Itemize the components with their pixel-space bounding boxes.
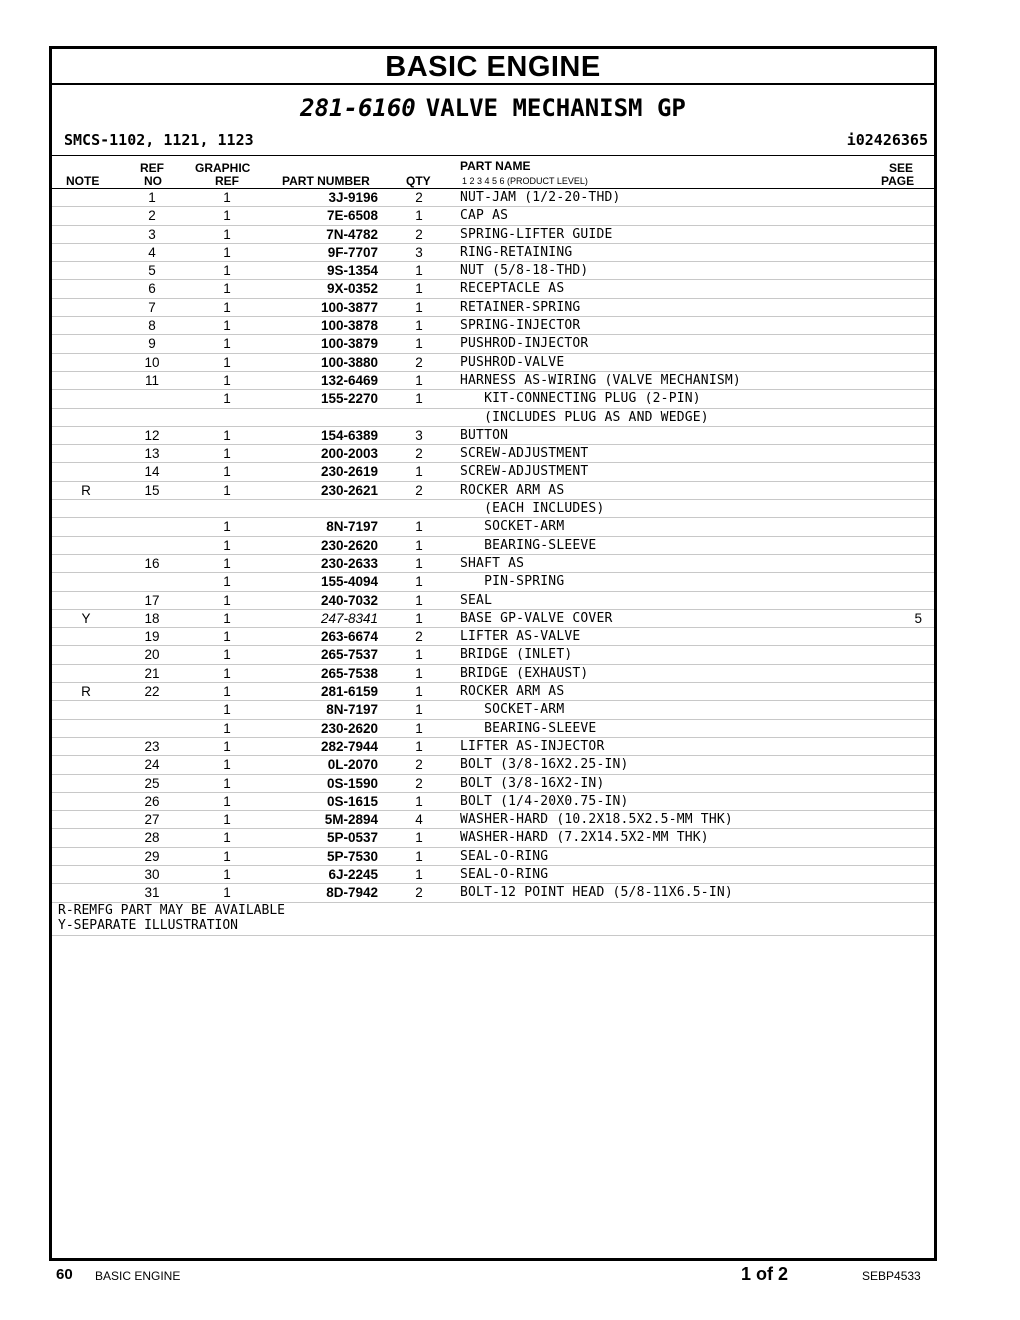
graphic-ref-cell: 1 bbox=[223, 812, 231, 828]
ref-no-cell: 16 bbox=[144, 555, 160, 571]
part-name-cell: BOLT (1/4-20X0.75-IN) bbox=[460, 793, 629, 809]
table-row bbox=[52, 683, 934, 701]
ref-no-cell: 8 bbox=[148, 318, 156, 334]
qty-cell: 1 bbox=[415, 519, 423, 535]
header-note: NOTE bbox=[66, 174, 100, 188]
part-number-cell: 5P-0537 bbox=[326, 830, 378, 846]
ref-no-cell: 14 bbox=[144, 464, 160, 480]
ref-no-cell: 27 bbox=[144, 812, 160, 828]
group-number: 281-6160 bbox=[300, 94, 416, 122]
part-number-cell: 100-3879 bbox=[320, 336, 378, 352]
qty-cell: 1 bbox=[415, 592, 423, 608]
header-product-levels: 1 2 3 4 5 6 (PRODUCT LEVEL) bbox=[462, 176, 588, 186]
part-name-cell: NUT (5/8-18-THD) bbox=[460, 263, 589, 279]
table-row bbox=[52, 299, 934, 317]
graphic-ref-cell: 1 bbox=[223, 391, 231, 407]
table-row bbox=[52, 592, 934, 610]
part-name-cell: BOLT-12 POINT HEAD (5/8-11X6.5-IN) bbox=[460, 885, 733, 901]
table-row bbox=[52, 354, 934, 372]
qty-cell: 1 bbox=[415, 537, 423, 553]
ref-no-cell: 26 bbox=[144, 793, 160, 809]
table-row bbox=[52, 701, 934, 719]
ref-no-cell: 25 bbox=[144, 775, 160, 791]
qty-cell: 2 bbox=[415, 885, 423, 901]
ref-no-cell: 19 bbox=[144, 629, 160, 645]
footer-section: BASIC ENGINE bbox=[95, 1269, 181, 1283]
table-row bbox=[52, 317, 934, 335]
part-name-cell: BOLT (3/8-16X2.25-IN) bbox=[460, 757, 629, 773]
part-number-cell: 7N-4782 bbox=[326, 226, 378, 242]
graphic-ref-cell: 1 bbox=[223, 757, 231, 773]
part-number-cell: 154-6389 bbox=[320, 427, 378, 443]
qty-cell: 1 bbox=[415, 336, 423, 352]
ref-no-cell: 6 bbox=[148, 281, 156, 297]
ref-no-cell: 2 bbox=[148, 208, 156, 224]
part-number-cell: 230-2620 bbox=[320, 537, 378, 553]
part-number-cell: 8N-7197 bbox=[326, 519, 378, 535]
table-row bbox=[52, 409, 934, 427]
part-name-cell: SOCKET-ARM bbox=[460, 702, 565, 718]
part-number-cell: 7E-6508 bbox=[326, 208, 378, 224]
ref-no-cell: 20 bbox=[144, 647, 160, 663]
part-name-cell: BRIDGE (EXHAUST) bbox=[460, 665, 589, 681]
table-row bbox=[52, 427, 934, 445]
qty-cell: 1 bbox=[415, 610, 423, 626]
ref-no-cell: 11 bbox=[144, 372, 159, 388]
graphic-ref-cell: 1 bbox=[223, 281, 231, 297]
graphic-ref-cell: 1 bbox=[223, 354, 231, 370]
graphic-ref-cell: 1 bbox=[223, 793, 231, 809]
table-row bbox=[52, 848, 934, 866]
footer-page-number: 60 bbox=[56, 1266, 73, 1283]
part-number-cell: 5M-2894 bbox=[324, 812, 378, 828]
part-name-cell: ROCKER ARM AS bbox=[460, 684, 565, 700]
graphic-ref-cell: 1 bbox=[223, 592, 231, 608]
table-row bbox=[52, 628, 934, 646]
part-number-cell: 281-6159 bbox=[320, 684, 378, 700]
table-row bbox=[52, 646, 934, 664]
part-name-cell: SOCKET-ARM bbox=[460, 519, 565, 535]
table-row bbox=[52, 207, 934, 225]
ref-no-cell: 18 bbox=[144, 610, 160, 626]
part-number-cell: 100-3877 bbox=[320, 299, 378, 315]
table-row bbox=[52, 226, 934, 244]
graphic-ref-cell: 1 bbox=[223, 830, 231, 846]
graphic-ref-cell: 1 bbox=[223, 427, 231, 443]
parts-page-frame bbox=[49, 46, 937, 1261]
qty-cell: 2 bbox=[415, 775, 423, 791]
table-row bbox=[52, 884, 934, 902]
part-name-cell: SEAL-O-RING bbox=[460, 866, 549, 882]
footer-page-of: 1 of 2 bbox=[741, 1264, 789, 1284]
qty-cell: 1 bbox=[415, 665, 423, 681]
qty-cell: 1 bbox=[415, 391, 423, 407]
part-name-cell: BEARING-SLEEVE bbox=[460, 720, 597, 736]
qty-cell: 1 bbox=[415, 720, 423, 736]
part-number-cell: 8D-7942 bbox=[326, 885, 378, 901]
part-number-cell: 5P-7530 bbox=[326, 848, 378, 864]
part-number-cell: 230-2633 bbox=[320, 555, 378, 571]
ref-no-cell: 22 bbox=[144, 684, 160, 700]
graphic-ref-cell: 1 bbox=[223, 555, 231, 571]
footer-publication: SEBP4533 bbox=[862, 1269, 921, 1283]
part-name-cell: SEAL-O-RING bbox=[460, 848, 549, 864]
graphic-ref-cell: 1 bbox=[223, 244, 231, 260]
part-name-cell: LIFTER AS-INJECTOR bbox=[460, 738, 605, 754]
table-row bbox=[52, 537, 934, 555]
graphic-ref-cell: 1 bbox=[223, 665, 231, 681]
table-row bbox=[52, 189, 934, 207]
ref-no-cell: 23 bbox=[144, 738, 160, 754]
qty-cell: 2 bbox=[415, 190, 423, 205]
ref-no-cell: 5 bbox=[148, 263, 156, 279]
table-row bbox=[52, 610, 934, 628]
part-number-cell: 265-7538 bbox=[320, 665, 378, 681]
part-number-cell: 3J-9196 bbox=[328, 190, 378, 205]
note-cell: R bbox=[81, 684, 91, 700]
see-page-cell: 5 bbox=[914, 610, 922, 626]
part-name-cell: RECEPTACLE AS bbox=[460, 281, 565, 297]
qty-cell: 1 bbox=[415, 299, 423, 315]
table-row bbox=[52, 244, 934, 262]
graphic-ref-cell: 1 bbox=[223, 226, 231, 242]
table-row bbox=[52, 280, 934, 298]
qty-cell: 1 bbox=[415, 208, 423, 224]
graphic-ref-cell: 1 bbox=[223, 446, 231, 462]
graphic-ref-cell: 1 bbox=[223, 519, 231, 535]
graphic-ref-cell: 1 bbox=[223, 464, 231, 480]
qty-cell: 2 bbox=[415, 446, 423, 462]
part-number-cell: 9X-0352 bbox=[326, 281, 378, 297]
part-number-cell: 230-2621 bbox=[320, 482, 378, 498]
qty-cell: 1 bbox=[415, 318, 423, 334]
header-ref-bottom: NO bbox=[144, 174, 162, 188]
qty-cell: 2 bbox=[415, 354, 423, 370]
part-name-cell: BASE GP-VALVE COVER bbox=[460, 610, 613, 626]
part-name-cell: NUT-JAM (1/2-20-THD) bbox=[460, 190, 621, 205]
qty-cell: 1 bbox=[415, 702, 423, 718]
graphic-ref-cell: 1 bbox=[223, 647, 231, 663]
graphic-ref-cell: 1 bbox=[223, 866, 231, 882]
graphic-ref-cell: 1 bbox=[223, 775, 231, 791]
graphic-ref-cell: 1 bbox=[223, 702, 231, 718]
part-number-cell: 0S-1615 bbox=[326, 793, 378, 809]
illustration-ref: i02426365 bbox=[846, 131, 928, 149]
part-name-cell: BRIDGE (INLET) bbox=[460, 647, 573, 663]
part-name-cell: (INCLUDES PLUG AS AND WEDGE) bbox=[460, 409, 709, 425]
group-name: VALVE MECHANISM GP bbox=[425, 94, 686, 122]
table-row bbox=[52, 573, 934, 591]
part-name-cell: KIT-CONNECTING PLUG (2-PIN) bbox=[460, 391, 701, 407]
table-row bbox=[52, 445, 934, 463]
note-y: Y-SEPARATE ILLUSTRATION bbox=[58, 918, 239, 934]
qty-cell: 1 bbox=[415, 281, 423, 297]
table-row bbox=[52, 518, 934, 536]
part-number-cell: 100-3880 bbox=[320, 354, 378, 370]
part-number-cell: 155-4094 bbox=[320, 574, 378, 590]
qty-cell: 3 bbox=[415, 427, 423, 443]
part-name-cell: SEAL bbox=[460, 592, 493, 608]
part-name-cell: SCREW-ADJUSTMENT bbox=[460, 464, 589, 480]
part-number-cell: 0S-1590 bbox=[326, 775, 378, 791]
table-row bbox=[52, 811, 934, 829]
group-title bbox=[52, 85, 934, 125]
header-ref-top: REF bbox=[140, 161, 164, 175]
ref-no-cell: 4 bbox=[148, 244, 156, 260]
note-cell: Y bbox=[81, 610, 91, 626]
graphic-ref-cell: 1 bbox=[223, 299, 231, 315]
table-row bbox=[52, 390, 934, 408]
table-row bbox=[52, 372, 934, 390]
part-name-cell: ROCKER ARM AS bbox=[460, 482, 565, 498]
part-name-cell: BOLT (3/8-16X2-IN) bbox=[460, 775, 605, 791]
ref-no-cell: 21 bbox=[144, 665, 160, 681]
part-number-cell: 230-2620 bbox=[320, 720, 378, 736]
graphic-ref-cell: 1 bbox=[223, 684, 231, 700]
part-name-cell: WASHER-HARD (7.2X14.5X2-MM THK) bbox=[460, 830, 709, 846]
table-row bbox=[52, 262, 934, 280]
part-name-cell: PIN-SPRING bbox=[460, 574, 565, 590]
table-row bbox=[52, 829, 934, 847]
header-see-bottom: PAGE bbox=[881, 174, 915, 188]
smcs-codes: SMCS-1102, 1121, 1123 bbox=[64, 131, 254, 149]
table-row bbox=[52, 555, 934, 573]
graphic-ref-cell: 1 bbox=[223, 318, 231, 334]
header-graphic-bottom: REF bbox=[215, 174, 239, 188]
part-number-cell: 132-6469 bbox=[320, 372, 378, 388]
ref-no-cell: 13 bbox=[144, 446, 160, 462]
qty-cell: 1 bbox=[415, 738, 423, 754]
qty-cell: 1 bbox=[415, 372, 423, 388]
table-header bbox=[52, 156, 934, 189]
graphic-ref-cell: 1 bbox=[223, 263, 231, 279]
part-name-cell: CAP AS bbox=[460, 208, 509, 224]
table-row bbox=[52, 793, 934, 811]
graphic-ref-cell: 1 bbox=[223, 629, 231, 645]
ref-no-cell: 1 bbox=[148, 190, 156, 205]
part-name-cell: RETAINER-SPRING bbox=[460, 299, 581, 315]
part-name-cell: (EACH INCLUDES) bbox=[460, 501, 605, 517]
part-number-cell: 282-7944 bbox=[320, 738, 378, 754]
table-row bbox=[52, 665, 934, 683]
graphic-ref-cell: 1 bbox=[223, 885, 231, 901]
table-row bbox=[52, 775, 934, 793]
graphic-ref-cell: 1 bbox=[223, 537, 231, 553]
qty-cell: 2 bbox=[415, 226, 423, 242]
qty-cell: 1 bbox=[415, 464, 423, 480]
graphic-ref-cell: 1 bbox=[223, 482, 231, 498]
qty-cell: 2 bbox=[415, 482, 423, 498]
qty-cell: 2 bbox=[415, 629, 423, 645]
qty-cell: 1 bbox=[415, 866, 423, 882]
header-qty: QTY bbox=[406, 174, 431, 188]
qty-cell: 1 bbox=[415, 555, 423, 571]
table-row bbox=[52, 866, 934, 884]
part-name-cell: BEARING-SLEEVE bbox=[460, 537, 597, 553]
graphic-ref-cell: 1 bbox=[223, 610, 231, 626]
ref-no-cell: 10 bbox=[144, 354, 160, 370]
part-number-cell: 155-2270 bbox=[320, 391, 378, 407]
part-name-cell: HARNESS AS-WIRING (VALVE MECHANISM) bbox=[460, 372, 741, 388]
ref-no-cell: 15 bbox=[144, 482, 160, 498]
part-number-cell: 247-8341 bbox=[320, 610, 378, 626]
ref-no-cell: 30 bbox=[144, 866, 160, 882]
part-name-cell: SHAFT AS bbox=[460, 555, 525, 571]
qty-cell: 1 bbox=[415, 574, 423, 590]
part-number-cell: 230-2619 bbox=[320, 464, 378, 480]
graphic-ref-cell: 1 bbox=[223, 208, 231, 224]
graphic-ref-cell: 1 bbox=[223, 336, 231, 352]
header-part-name: PART NAME bbox=[460, 159, 531, 173]
ref-no-cell: 3 bbox=[148, 226, 156, 242]
graphic-ref-cell: 1 bbox=[223, 190, 231, 205]
part-name-cell: RING-RETAINING bbox=[460, 244, 573, 260]
qty-cell: 1 bbox=[415, 647, 423, 663]
table-row bbox=[52, 756, 934, 774]
part-name-cell: BUTTON bbox=[460, 427, 509, 443]
table-row bbox=[52, 738, 934, 756]
part-name-cell: WASHER-HARD (10.2X18.5X2.5-MM THK) bbox=[460, 812, 733, 828]
part-number-cell: 9F-7707 bbox=[327, 244, 378, 260]
graphic-ref-cell: 1 bbox=[223, 720, 231, 736]
parts-list bbox=[52, 189, 934, 903]
qty-cell: 2 bbox=[415, 757, 423, 773]
qty-cell: 1 bbox=[415, 684, 423, 700]
graphic-ref-cell: 1 bbox=[223, 738, 231, 754]
page-footer bbox=[0, 1266, 1020, 1290]
part-number-cell: 200-2003 bbox=[320, 446, 378, 462]
table-row bbox=[52, 500, 934, 518]
graphic-ref-cell: 1 bbox=[223, 574, 231, 590]
graphic-ref-cell: 1 bbox=[223, 372, 231, 388]
part-number-cell: 263-6674 bbox=[320, 629, 378, 645]
part-number-cell: 8N-7197 bbox=[326, 702, 378, 718]
ref-no-cell: 24 bbox=[144, 757, 160, 773]
part-name-cell: SPRING-INJECTOR bbox=[460, 318, 581, 334]
part-number-cell: 240-7032 bbox=[320, 592, 378, 608]
table-row bbox=[52, 720, 934, 738]
part-name-cell: PUSHROD-VALVE bbox=[460, 354, 565, 370]
part-number-cell: 6J-2245 bbox=[328, 866, 378, 882]
header-see-top: SEE bbox=[889, 161, 914, 175]
part-name-cell: SPRING-LIFTER GUIDE bbox=[460, 226, 613, 242]
table-row bbox=[52, 482, 934, 500]
ref-no-cell: 17 bbox=[144, 592, 160, 608]
part-number-cell: 100-3878 bbox=[320, 318, 378, 334]
qty-cell: 1 bbox=[415, 793, 423, 809]
smcs-row bbox=[52, 125, 934, 156]
graphic-ref-cell: 1 bbox=[223, 848, 231, 864]
part-name-cell: LIFTER AS-VALVE bbox=[460, 629, 581, 645]
ref-no-cell: 7 bbox=[148, 299, 156, 315]
ref-no-cell: 31 bbox=[144, 885, 160, 901]
note-r: R-REMFG PART MAY BE AVAILABLE bbox=[58, 902, 285, 918]
part-number-cell: 9S-1354 bbox=[326, 263, 378, 279]
header-graphic-top: GRAPHIC bbox=[195, 161, 251, 175]
part-name-cell: PUSHROD-INJECTOR bbox=[460, 336, 589, 352]
part-number-cell: 265-7537 bbox=[320, 647, 378, 663]
qty-cell: 4 bbox=[415, 812, 423, 828]
table-row bbox=[52, 463, 934, 481]
table-row bbox=[52, 335, 934, 353]
notes-block bbox=[52, 903, 934, 936]
ref-no-cell: 29 bbox=[144, 848, 160, 864]
note-cell: R bbox=[81, 482, 91, 498]
ref-no-cell: 12 bbox=[144, 427, 160, 443]
qty-cell: 3 bbox=[415, 244, 423, 260]
part-number-cell: 0L-2070 bbox=[327, 757, 378, 773]
header-part-number: PART NUMBER bbox=[282, 174, 370, 188]
qty-cell: 1 bbox=[415, 830, 423, 846]
qty-cell: 1 bbox=[415, 848, 423, 864]
ref-no-cell: 28 bbox=[144, 830, 160, 846]
ref-no-cell: 9 bbox=[148, 336, 156, 352]
qty-cell: 1 bbox=[415, 263, 423, 279]
section-title: BASIC ENGINE bbox=[52, 49, 934, 85]
part-name-cell: SCREW-ADJUSTMENT bbox=[460, 446, 589, 462]
